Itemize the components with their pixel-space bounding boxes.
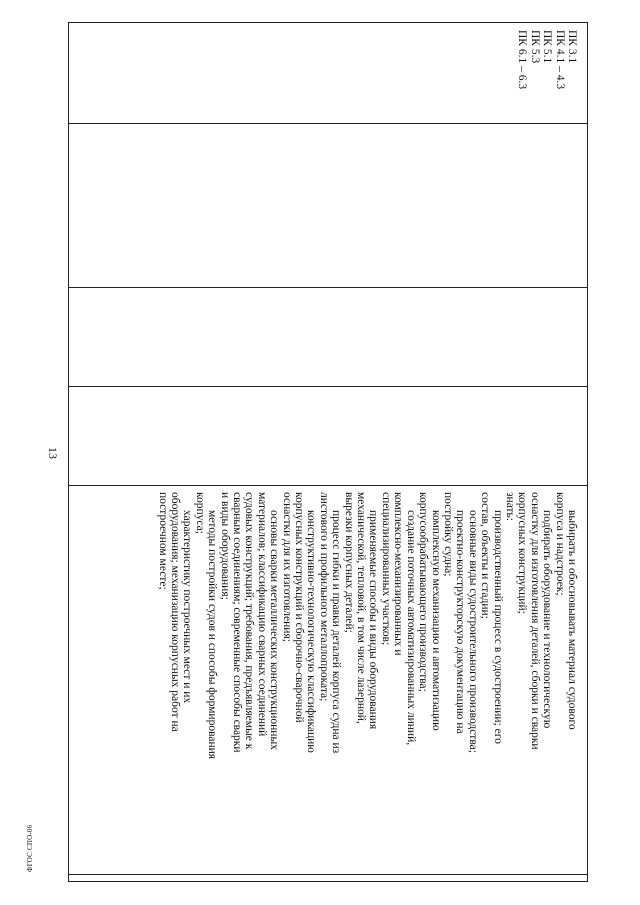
text-line: производственный процесс в судостроении; его (491, 510, 504, 744)
text-line: характеристику построечных мест и их (181, 510, 194, 704)
text-line: специализированных участков; (379, 492, 392, 646)
text-line: основные виды судостроительного производства; (466, 510, 479, 753)
text-line: комплексно-механизированных и (392, 492, 405, 656)
competence-codes-cell (516, 30, 578, 180)
rotated-table-sheet (68, 22, 588, 882)
text-line: проектно-конструкторскую документацию на (454, 510, 467, 734)
text-line: основы сварки металлических конструкционных (268, 510, 281, 750)
text-line: корпусных конструкций и сборочно-сварочной (293, 492, 306, 723)
text-line: построечном месте; (156, 492, 169, 590)
text-line: листового и профильного металлопроката; (317, 492, 330, 702)
column-divider-5 (68, 874, 588, 875)
text-line: корпуса; (193, 492, 206, 534)
text-line: методы постройки судов и способы формирования (206, 510, 219, 760)
text-line: оснастки для их изготовления; (280, 492, 293, 642)
text-line: применяемые способы и виды оборудования (367, 510, 380, 730)
text-line: процесс гибки и правки деталей корпуса судна из (330, 510, 343, 754)
text-line: выбирать и обосновывать материал судового (566, 510, 578, 730)
text-line: создание поточных автоматизированных линий, (404, 510, 417, 746)
footer-label: ФГОС СПО-06 (26, 824, 34, 872)
competence-code: ПК 5.3 (528, 30, 541, 64)
table-bottom-border (68, 22, 69, 882)
column-divider-2 (68, 287, 588, 288)
text-line: вырезки корпусных деталей; (342, 492, 355, 633)
column-divider-3 (68, 386, 588, 387)
text-line: материалов; классификацию сварных соединений (255, 492, 268, 737)
column-divider-4 (68, 485, 588, 486)
competence-code: ПК 6.1 – 6.3 (516, 30, 529, 90)
text-line: судовых конструкций; требования, предъявляемые к (243, 492, 256, 750)
text-line: конструктивно-технологическую классификацию (305, 510, 318, 753)
table-right-border (68, 881, 588, 882)
page-number: 13 (46, 447, 60, 459)
competence-code: ПК 3.1 (566, 30, 578, 64)
text-line: корпуса и надстроек; (553, 492, 566, 596)
text-line: сварным соединениям; современные способы сварки (231, 492, 244, 753)
text-line: оснастку для изготовления деталей, сборки и сварки (528, 492, 541, 750)
column-divider-1 (68, 123, 588, 124)
text-line: подбирать оборудование и технологическую (541, 510, 554, 729)
text-line: знать: (503, 492, 516, 521)
table-left-border (68, 22, 588, 23)
competence-code: ПК 5.1 (541, 30, 554, 64)
text-line: комплексную механизацию и автоматизацию (429, 510, 442, 731)
text-line: постройку судна; (441, 492, 454, 577)
content-description-cell (156, 492, 578, 867)
text-line: состав, объекты и стадии; (479, 492, 492, 619)
competence-code: ПК 4.1 – 4.3 (553, 30, 566, 90)
table-top-border (587, 22, 588, 882)
text-line: корпусных конструкций; (516, 492, 529, 614)
text-line: механической, тепловой, в том числе лазерной, (355, 492, 368, 724)
text-line: оборудования; механизацию корпусных работ на (169, 492, 181, 732)
text-line: корпусообрабатывающего производства; (417, 492, 430, 692)
text-line: и виды оборудования; (218, 492, 231, 600)
